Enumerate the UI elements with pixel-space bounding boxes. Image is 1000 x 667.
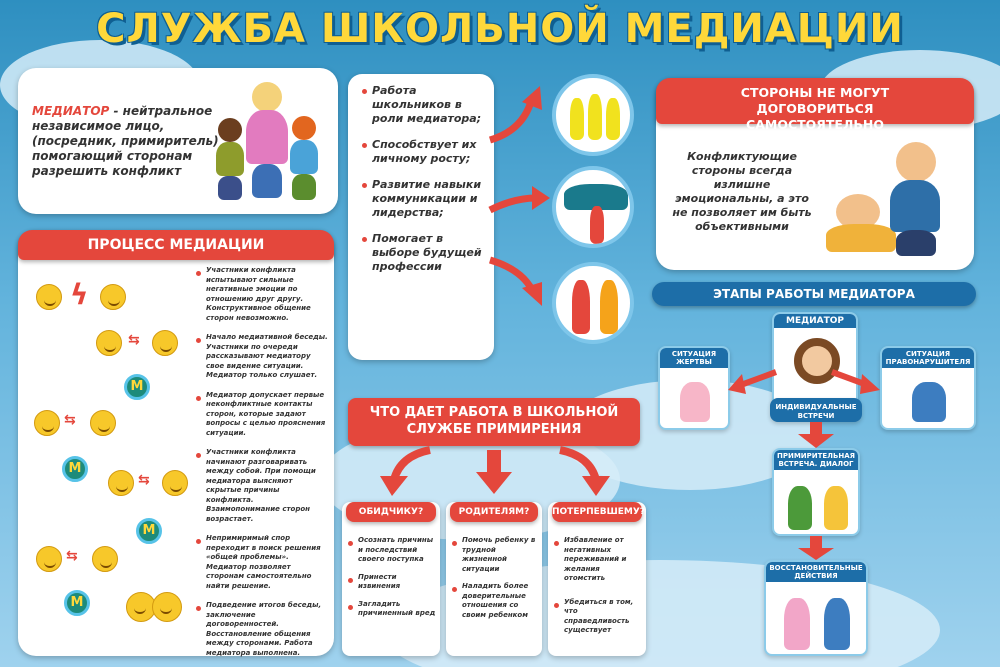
- column-label: ПОТЕРПЕВШЕМУ?: [552, 502, 642, 522]
- page-title: СЛУЖБА ШКОЛЬНОЙ МЕДИАЦИИ: [96, 6, 904, 52]
- emoji-icon: [34, 410, 60, 436]
- what-gives-header: ЧТО ДАЕТ РАБОТА В ШКОЛЬНОЙ СЛУЖБЕ ПРИМИРЕНИЯ: [348, 398, 640, 446]
- talking-silhouette-icon: [552, 262, 634, 344]
- conflict-illustration: [826, 134, 966, 264]
- column-items: [554, 536, 642, 636]
- column-label: ОБИДЧИКУ?: [346, 502, 436, 522]
- stage-arrows: [724, 350, 884, 410]
- cannot-agree-header: СТОРОНЫ НЕ МОГУТ ДОГОВОРИТЬСЯ САМОСТОЯТЕЛЬНО: [656, 78, 974, 124]
- what-gives-column-offender: [342, 502, 440, 656]
- process-step: Непримиримый спор переходит в поиск решения «общей проблемы». Медиатор позволяет сторонам самостоятельно найти решение.: [196, 534, 328, 591]
- emoji-icon: [162, 470, 188, 496]
- mediator-circle-icon: М: [62, 456, 88, 482]
- process-illustration: [28, 270, 198, 650]
- stages-header: ЭТАПЫ РАБОТЫ МЕДИАТОРА: [652, 282, 976, 306]
- angry-emoji-icon: [36, 284, 62, 310]
- column-item: Помочь ребенку в трудной жизненной ситуации: [452, 536, 538, 574]
- benefits-list: [362, 84, 488, 274]
- mediator-definition-card: [18, 68, 338, 214]
- benefit-item: Работа школьников в роли медиатора;: [362, 84, 488, 126]
- process-card: [18, 230, 334, 656]
- stage-victim: [658, 346, 730, 430]
- lightning-icon: ϟ: [70, 278, 89, 311]
- column-item: Наладить более доверительные отношения со своим ребенком: [452, 582, 538, 620]
- stage-restore-label: ВОССТАНОВИТЕЛЬНЫЕ ДЕЙСТВИЯ: [766, 562, 866, 582]
- arrow-down-icon: [798, 548, 834, 560]
- what-gives-column-victim: [548, 502, 646, 656]
- what-gives-arrows: [360, 446, 630, 500]
- process-steps: [196, 266, 328, 658]
- stage-victim-label: СИТУАЦИЯ ЖЕРТВЫ: [660, 348, 728, 368]
- arrow-down-icon: [798, 434, 834, 448]
- benefits-card: [348, 74, 494, 360]
- benefit-item: Помогает в выборе будущей профессии: [362, 232, 488, 274]
- benefit-arrows: [484, 80, 554, 310]
- process-step: Медиатор допускает первые неконфликтные контакты сторон, которые задают вопросы с целью прояснения ситуации.: [196, 391, 328, 439]
- benefit-item: Развитие навыки коммуникации и лидерства;: [362, 178, 488, 220]
- column-items: [348, 536, 436, 619]
- emoji-icon: [152, 330, 178, 356]
- emoji-icon: [36, 546, 62, 572]
- mediator-text: - нейтральное независимое лицо, (посредник, примиритель) помогающий сторонам разрешить конфликт: [32, 104, 219, 178]
- emoji-icon: [90, 410, 116, 436]
- process-header: ПРОЦЕСС МЕДИАЦИИ: [18, 230, 334, 260]
- process-step: Подведение итогов беседы, заключение договоренностей. Восстановление общения между сторонами. Работа медиатора выполнена.: [196, 601, 328, 658]
- arrow-icon: ⇆: [138, 472, 150, 488]
- what-gives-column-parents: [446, 502, 542, 656]
- cannot-agree-text: Конфликтующие стороны всегда излишне эмоциональны, а это не позволяет им быть объективными: [672, 150, 812, 233]
- cannot-agree-card: [656, 78, 974, 270]
- emoji-icon: [96, 330, 122, 356]
- process-step: Участники конфликта начинают разговаривать между собой. При помощи медиатора выясняют скрытые причины конфликта. Взаимопонимание сторон возрастает.: [196, 448, 328, 524]
- benefit-item: Способствует их личному росту;: [362, 138, 488, 166]
- arrow-icon: ⇆: [128, 332, 140, 348]
- crowd-silhouette-icon: [552, 166, 634, 248]
- column-item: Осознать причины и последствий своего поступка: [348, 536, 436, 565]
- stage-mediator-label: МЕДИАТОР: [774, 314, 856, 328]
- column-item: Загладить причиненный вред: [348, 600, 436, 619]
- stage-reconcile: [772, 448, 860, 536]
- stage-offender-label: СИТУАЦИЯ ПРАВОНАРУШИТЕЛЯ: [882, 348, 974, 368]
- mediator-illustration: [214, 76, 329, 206]
- mediator-term: МЕДИАТОР: [32, 104, 110, 118]
- process-step: Начало медиативной беседы. Участники по очереди рассказывают медиатору свое видение ситуации. Медиатор только слушает.: [196, 333, 328, 381]
- stage-reconcile-label: ПРИМИРИТЕЛЬНАЯ ВСТРЕЧА. ДИАЛОГ: [774, 450, 858, 470]
- column-label: РОДИТЕЛЯМ?: [450, 502, 538, 522]
- group-silhouette-icon: [552, 74, 634, 156]
- mediator-circle-icon: М: [64, 590, 90, 616]
- column-item: Избавление от негативных переживаний и желания отомстить: [554, 536, 642, 584]
- mediator-circle-icon: М: [124, 374, 150, 400]
- column-items: [452, 536, 538, 620]
- sad-emoji-icon: [100, 284, 126, 310]
- stage-individual-label: ИНДИВИДУАЛЬНЫЕ ВСТРЕЧИ: [775, 403, 857, 420]
- stage-offender: [880, 346, 976, 430]
- column-item: Принести извинения: [348, 573, 436, 592]
- process-step: Участники конфликта испытывают сильные негативные эмоции по отношению друг другу. Конструктивное общение сторон невозможно.: [196, 266, 328, 323]
- arrow-icon: ⇆: [66, 548, 78, 564]
- mediator-definition: [32, 104, 232, 179]
- column-item: Убедиться в том, что справедливость существует: [554, 598, 642, 636]
- emoji-icon: [92, 546, 118, 572]
- hug-emoji-icon: [152, 592, 182, 622]
- stage-restore: [764, 560, 868, 656]
- emoji-icon: [108, 470, 134, 496]
- arrow-icon: ⇆: [64, 412, 76, 428]
- mediator-circle-icon: М: [136, 518, 162, 544]
